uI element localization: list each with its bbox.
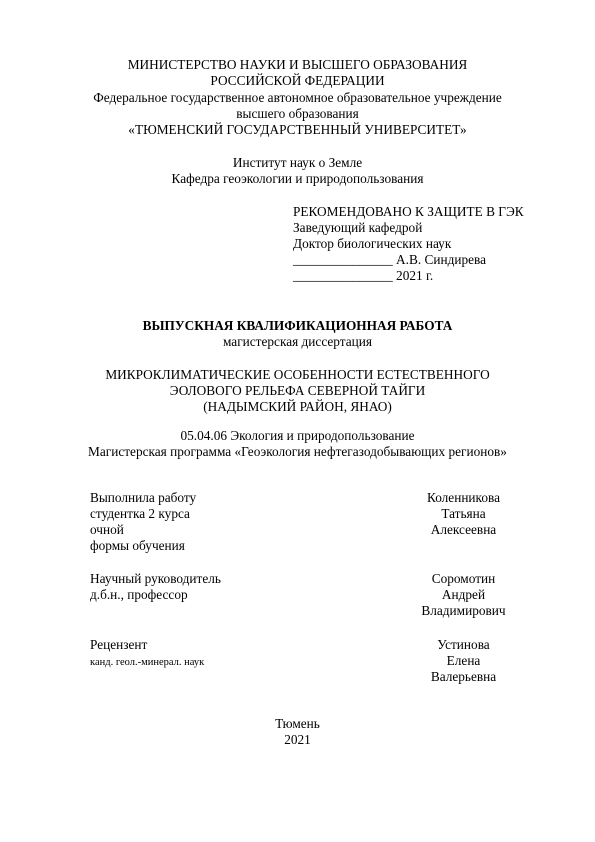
supervisor-label-1: Научный руководитель — [90, 571, 221, 586]
approval-position: Заведующий кафедрой — [293, 220, 423, 235]
approval-heading: РЕКОМЕНДОВАНО К ЗАЩИТЕ В ГЭК — [293, 204, 524, 219]
footer-year: 2021 — [284, 732, 311, 747]
reviewer-patronymic: Валерьевна — [430, 669, 497, 684]
institution-line-1: Федеральное государственное автономное образовательное учреждение — [93, 90, 502, 105]
author-patronymic: Алексеевна — [430, 522, 497, 537]
supervisor-surname: Соромотин — [431, 571, 496, 586]
reviewer-name: Елена — [446, 653, 481, 668]
reviewer-surname: Устинова — [437, 637, 490, 652]
reviewer-label-1: Рецензент — [90, 637, 148, 652]
supervisor-patronymic: Владимирович — [421, 603, 506, 618]
author-label-1: Выполнила работу — [90, 490, 197, 505]
supervisor-label-2: д.б.н., профессор — [90, 587, 188, 602]
program: Магистерская программа «Геоэкология нефтегазодобывающих регионов» — [88, 444, 507, 459]
ministry-line-1: МИНИСТЕРСТВО НАУКИ И ВЫСШЕГО ОБРАЗОВАНИЯ — [127, 57, 468, 72]
author-surname: Коленникова — [426, 490, 500, 505]
specialty: 05.04.06 Экология и природопользование — [180, 428, 415, 443]
footer-city: Тюмень — [275, 716, 320, 731]
ministry-line-2: РОССИЙСКОЙ ФЕДЕРАЦИИ — [210, 73, 385, 88]
work-title-line-2: ЭОЛОВОГО РЕЛЬЕФА СЕВЕРНОЙ ТАЙГИ — [169, 383, 426, 398]
work-title-line-1: МИКРОКЛИМАТИЧЕСКИЕ ОСОБЕННОСТИ ЕСТЕСТВЕННОГО — [105, 367, 490, 382]
author-label-4: формы обучения — [90, 538, 185, 553]
author-label-3: очной — [90, 522, 124, 537]
reviewer-label-2: канд. геол.-минерал. наук — [90, 657, 205, 668]
author-name: Татьяна — [441, 506, 486, 521]
work-title-line-3: (НАДЫМСКИЙ РАЙОН, ЯНАО) — [203, 399, 392, 414]
work-subtype: магистерская диссертация — [222, 334, 372, 349]
department-name: Кафедра геоэкологии и природопользования — [171, 171, 424, 186]
approval-date-line: _______________ 2021 г. — [293, 268, 434, 283]
university-name: «ТЮМЕНСКИЙ ГОСУДАРСТВЕННЫЙ УНИВЕРСИТЕТ» — [128, 122, 467, 137]
institution-line-2: высшего образования — [236, 106, 359, 121]
supervisor-name: Андрей — [441, 587, 486, 602]
approval-degree: Доктор биологических наук — [293, 236, 452, 251]
work-type: ВЫПУСКНАЯ КВАЛИФИКАЦИОННАЯ РАБОТА — [142, 318, 453, 333]
institute-name: Институт наук о Земле — [232, 155, 363, 170]
author-label-2: студентка 2 курса — [90, 506, 190, 521]
approval-signature-line: _______________ А.В. Синдирева — [293, 252, 487, 267]
